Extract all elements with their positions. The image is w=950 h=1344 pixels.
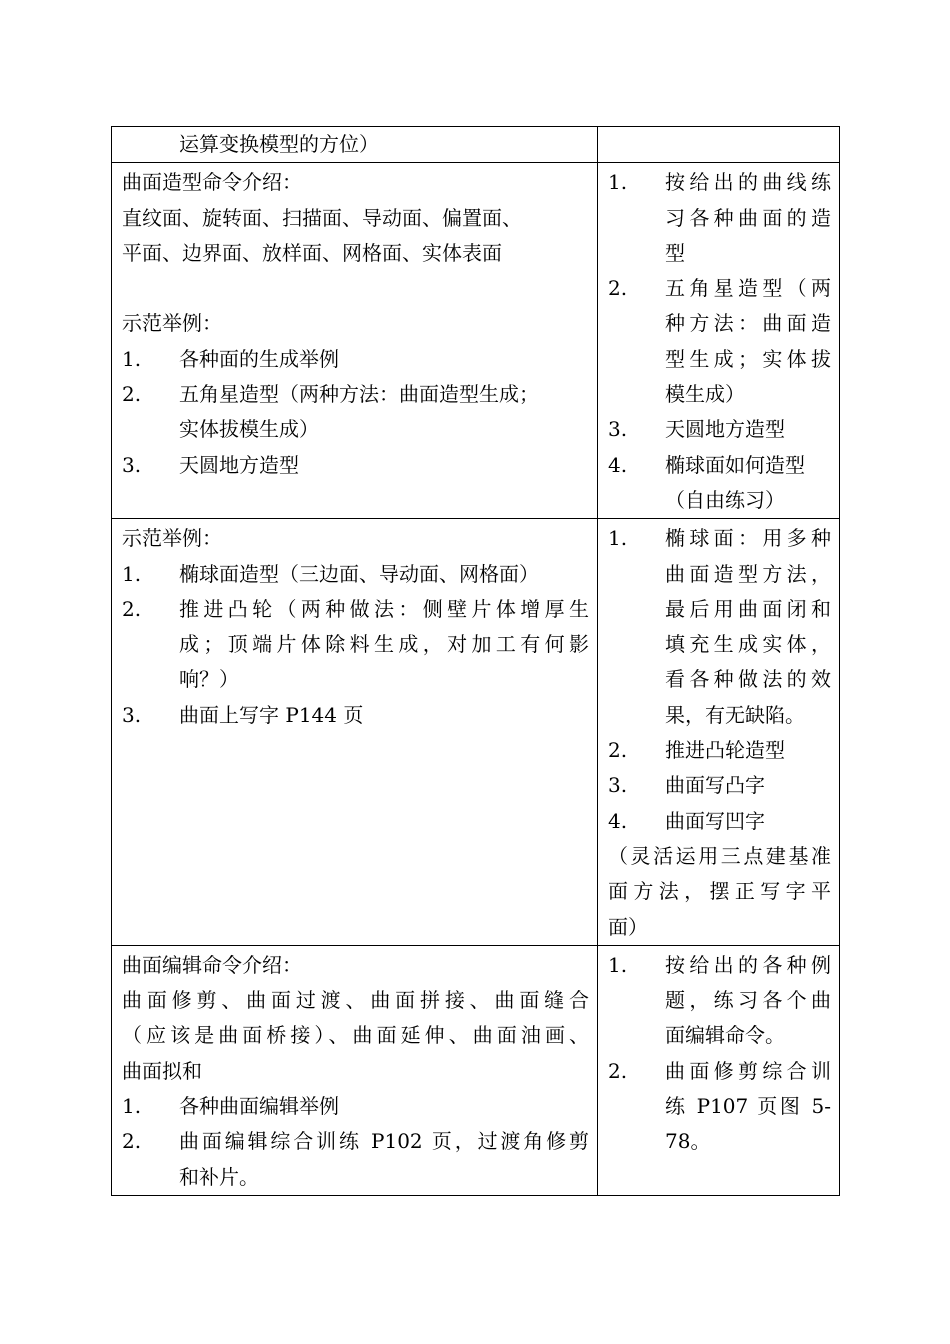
list-text: 曲面修剪综合训 [665, 1058, 831, 1083]
section-heading: 曲面编辑命令介绍： [122, 952, 302, 977]
list-text: 各种面的生成举例 [179, 346, 339, 371]
list-text: 五角星造型（两 [665, 276, 831, 301]
list-text: 曲面造型方法， [665, 561, 831, 586]
list-text: 五角星造型（两种方法：曲面造型生成； [179, 382, 539, 407]
list-text: 椭球面：用多种 [665, 526, 831, 551]
table-row [112, 127, 840, 163]
list-item [608, 733, 831, 768]
list-text: 曲面编辑综合训练 P102 页，过渡角修剪 [179, 1129, 589, 1154]
table-cell-left [112, 519, 598, 946]
table-cell-left [112, 163, 598, 519]
list-text: 按给出的各种例 [665, 952, 831, 977]
blank-line [122, 271, 589, 306]
cell-text: 运算变换模型的方位） [179, 132, 379, 156]
list-number: 2. [608, 738, 628, 763]
list-number: 3. [122, 702, 142, 727]
list-item [122, 592, 589, 698]
list-item [608, 448, 831, 519]
list-item [122, 342, 589, 377]
list-text: 种方法：曲面造 [665, 311, 831, 336]
list-item [608, 804, 831, 839]
note-text: 面方法，摆正写字平 [608, 879, 831, 904]
command-list-line: 曲面拟和 [122, 1058, 202, 1083]
list-item [122, 698, 589, 733]
list-text: 78。 [665, 1129, 711, 1154]
list-text: 椭球面如何造型 [665, 452, 805, 477]
list-text: 响？） [179, 667, 239, 692]
list-text: 型 [665, 240, 685, 265]
table-cell-right [598, 127, 840, 163]
list-text: 最后用曲面闭和 [665, 596, 831, 621]
list-number: 4. [608, 452, 628, 477]
list-text: 椭球面造型（三边面、导动面、网格面） [179, 561, 539, 586]
list-text: 和补片。 [179, 1164, 259, 1189]
note-text: 面） [608, 914, 648, 939]
table-cell-right [598, 519, 840, 946]
list-text: 曲面写凹字 [665, 808, 765, 833]
list-item [122, 1124, 589, 1195]
list-item [608, 165, 831, 271]
list-number: 1. [122, 1094, 142, 1119]
list-number: 2. [122, 382, 142, 407]
list-text: 各种曲面编辑举例 [179, 1094, 339, 1119]
list-number: 1. [608, 526, 628, 551]
table-row [112, 945, 840, 1195]
command-list-line: 平面、边界面、放样面、网格面、实体表面 [122, 240, 502, 265]
list-number: 3. [122, 452, 142, 477]
table-cell-right [598, 163, 840, 519]
list-item [608, 271, 831, 412]
list-number: 1. [608, 170, 628, 195]
list-text: 果，有无缺陷。 [665, 702, 805, 727]
list-text: 练 P107 页图 5- [665, 1094, 831, 1119]
list-text: 天圆地方造型 [179, 452, 299, 477]
list-text: 模生成） [665, 382, 745, 407]
list-text: 填充生成实体， [665, 632, 831, 657]
section-heading: 曲面造型命令介绍： [122, 170, 302, 195]
table-cell-left [112, 127, 598, 163]
list-text: 曲面上写字 P144 页 [179, 702, 364, 727]
list-text: 推进凸轮造型 [665, 738, 785, 763]
list-text: 看各种做法的效 [665, 667, 831, 692]
list-number: 1. [122, 346, 142, 371]
list-number: 3. [608, 417, 628, 442]
list-text: 推进凸轮（两种做法：侧壁片体增厚生 [179, 596, 589, 621]
list-text: 曲面写凸字 [665, 773, 765, 798]
list-number: 2. [122, 1129, 142, 1154]
example-heading: 示范举例： [122, 311, 222, 336]
list-item [122, 377, 589, 448]
list-item [608, 412, 831, 447]
course-table [111, 126, 840, 1196]
table-row [112, 163, 840, 519]
list-number: 2. [122, 596, 142, 621]
list-text: （自由练习） [665, 487, 785, 512]
command-list-line: 曲面修剪、曲面过渡、曲面拼接、曲面缝合 [122, 988, 589, 1013]
list-number: 2. [608, 1058, 628, 1083]
note-text: （灵活运用三点建基准 [608, 843, 831, 868]
table-cell-right [598, 945, 840, 1195]
command-list-line: 直纹面、旋转面、扫描面、导动面、偏置面、 [122, 205, 522, 230]
list-text: 习各种曲面的造 [665, 205, 831, 230]
list-number: 2. [608, 276, 628, 301]
list-text: 实体拔模生成） [179, 417, 319, 442]
table-row [112, 519, 840, 946]
list-text: 面编辑命令。 [665, 1023, 785, 1048]
list-text: 题，练习各个曲 [665, 988, 831, 1013]
table-cell-left [112, 945, 598, 1195]
example-heading: 示范举例： [122, 526, 222, 551]
list-number: 4. [608, 808, 628, 833]
list-item [122, 557, 589, 592]
list-item [608, 768, 831, 803]
list-item [608, 521, 831, 733]
list-item [608, 948, 831, 1054]
list-number: 1. [122, 561, 142, 586]
list-item [608, 1054, 831, 1160]
list-item [122, 448, 589, 483]
list-text: 型生成；实体拔 [665, 346, 831, 371]
list-number: 1. [608, 952, 628, 977]
list-text: 天圆地方造型 [665, 417, 785, 442]
list-item [122, 1089, 589, 1124]
list-text: 按给出的曲线练 [665, 170, 831, 195]
command-list-line: （应该是曲面桥接）、曲面延伸、曲面油画、 [122, 1023, 589, 1048]
list-number: 3. [608, 773, 628, 798]
list-text: 成；顶端片体除料生成，对加工有何影 [179, 632, 589, 657]
